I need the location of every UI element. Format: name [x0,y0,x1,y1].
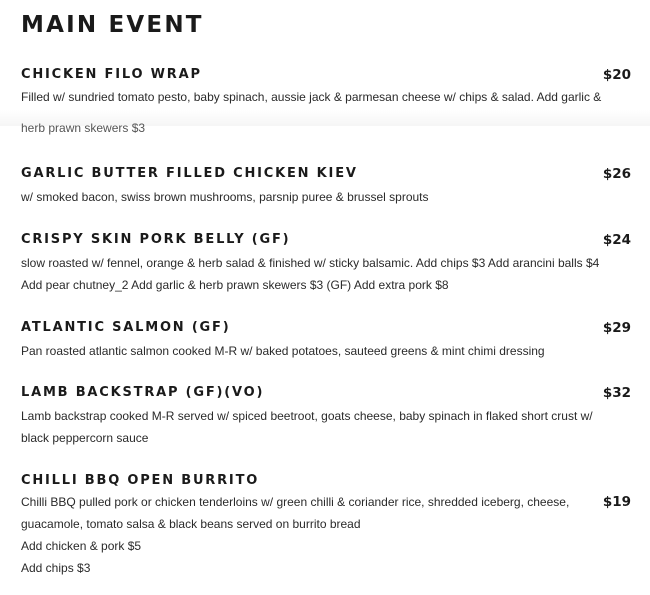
menu-item-pork-belly [21,231,631,296]
menu-item-chicken-filo-wrap [21,66,631,108]
item-description: black peppercorn sauce [21,431,149,445]
item-name: ATLANTIC SALMON (GF) [21,320,231,335]
menu-item-chicken-kiev [21,165,631,208]
item-name: CHILLI BBQ OPEN BURRITO [21,473,260,488]
item-description: Pan roasted atlantic salmon cooked M-R w/ baked potatoes, sauteed greens & mint chimi dressing [21,344,545,358]
menu-item-lamb-backstrap [21,384,631,449]
item-name: CHICKEN FILO WRAP [21,67,202,82]
menu-item-atlantic-salmon [21,319,631,362]
item-name: LAMB BACKSTRAP (GF)(VO) [21,385,265,400]
item-price: $29 [602,320,631,336]
item-name: GARLIC BUTTER FILLED CHICKEN KIEV [21,166,358,181]
item-addon: Add chicken & pork $5 [21,539,142,553]
item-price: $32 [602,385,631,401]
item-description: Add pear chutney_2 Add garlic & herb prawn skewers $3 (GF) Add extra pork $8 [21,278,449,292]
item-description: slow roasted w/ fennel, orange & herb salad & finished w/ sticky balsamic. Add chips $3 Add arancini balls $4 [21,256,600,270]
item-description: guacamole, tomato salsa & black beans served on burrito bread [21,517,361,531]
item-description: Filled w/ sundried tomato pesto, baby spinach, aussie jack & parmesan cheese w/ chips & salad. Add garlic & [21,90,602,104]
item-description: Lamb backstrap cooked M-R served w/ spiced beetroot, goats cheese, baby spinach in flaked short crust w/ [21,409,593,423]
menu-item-chilli-bbq-burrito [21,472,631,579]
item-addon: Add chips $3 [21,561,91,575]
section-title: MAIN EVENT [21,12,204,38]
item-price: $20 [602,67,631,83]
item-description-cutoff: herb prawn skewers $3 [21,121,146,135]
item-price: $24 [602,232,631,248]
item-description: w/ smoked bacon, swiss brown mushrooms, parsnip puree & brussel sprouts [21,190,429,204]
item-name: CRISPY SKIN PORK BELLY (GF) [21,232,291,247]
item-price: $19 [602,494,631,510]
item-price: $26 [602,166,631,182]
item-description: Chilli BBQ pulled pork or chicken tenderloins w/ green chilli & coriander rice, shredded iceberg, cheese, [21,495,570,509]
